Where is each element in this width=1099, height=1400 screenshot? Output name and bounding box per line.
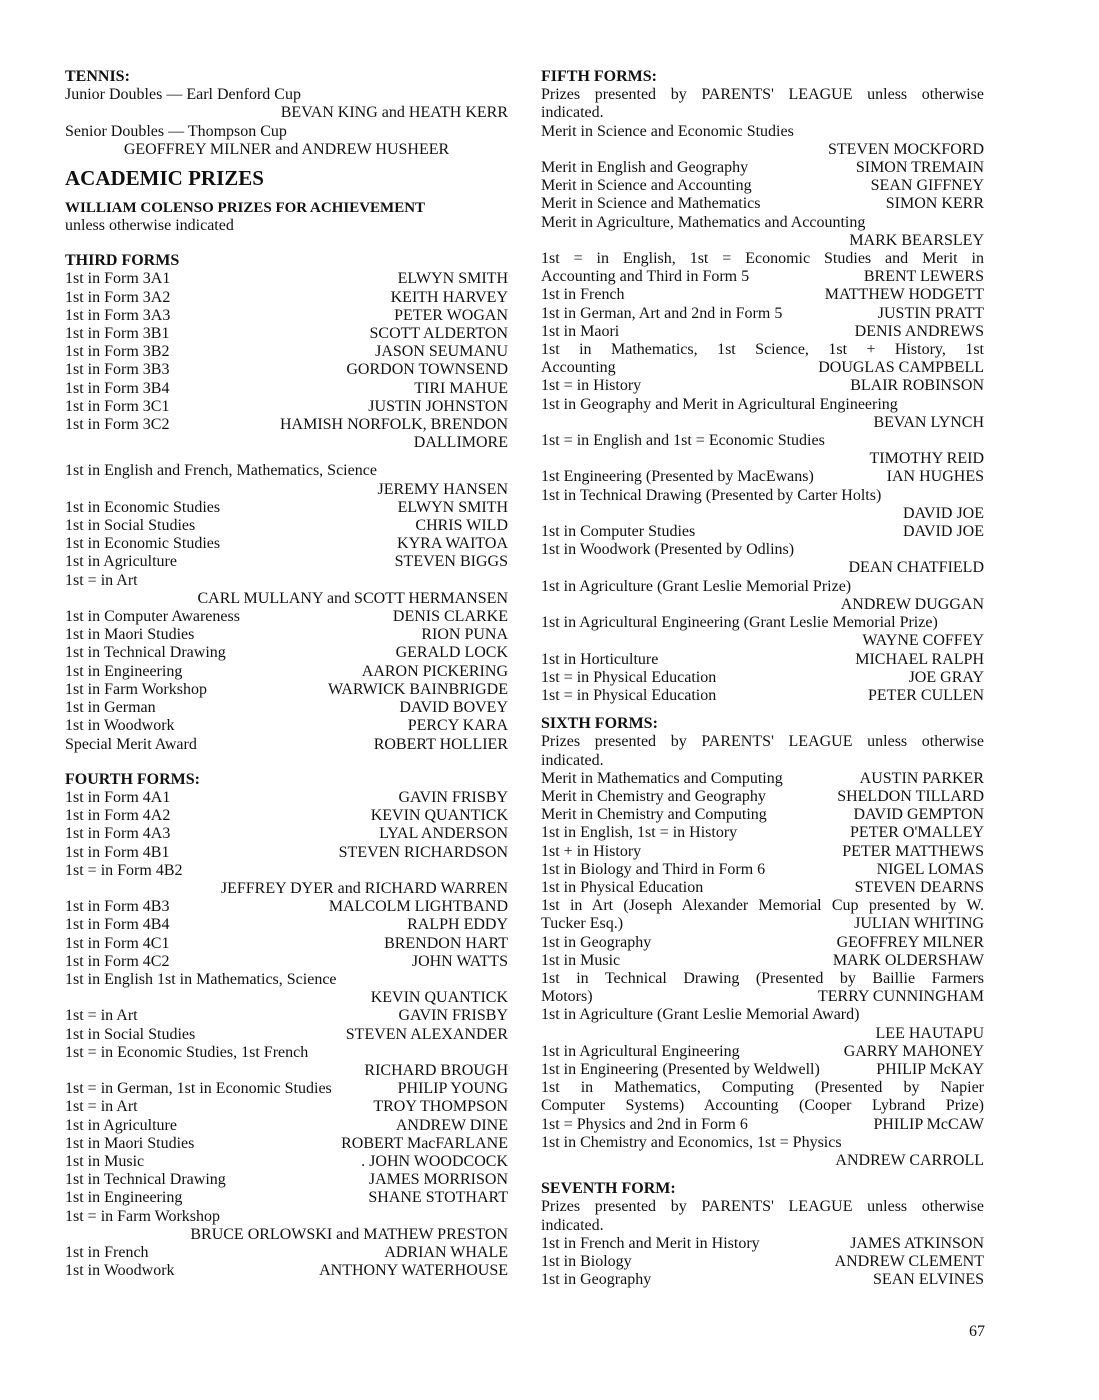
fifth-list-2 — [541, 286, 984, 341]
fifth-list-1 — [541, 159, 984, 214]
prize-winner: TIRI MAHUE — [414, 379, 508, 397]
prize-label: 1st in Agriculture — [65, 553, 177, 571]
sixth-physics-name: PHILIP McCAW — [873, 1115, 984, 1133]
prize-row — [65, 1244, 508, 1262]
prize-label: 1st in Economic Studies — [65, 498, 221, 516]
prize-winner: AARON PICKERING — [361, 662, 508, 680]
prize-row — [65, 361, 508, 379]
prize-winner: JOE GRAY — [908, 668, 984, 686]
prize-winner: WARWICK BAINBRIGDE — [328, 680, 508, 698]
prize-winner: PHILIP McKAY — [876, 1060, 984, 1078]
prize-winner: MARK OLDERSHAW — [832, 951, 984, 969]
prize-winner: ANDREW DINE — [395, 1116, 508, 1134]
prize-row — [65, 663, 508, 681]
sixth-intro: Prizes presented by PARENTS' LEAGUE unless otherwise indicated. — [541, 733, 984, 769]
prize-winner: SEAN GIFFNEY — [870, 177, 984, 195]
prize-row — [541, 687, 984, 705]
prize-label: 1st = in Physical Education — [541, 668, 717, 686]
prize-winner: AUSTIN PARKER — [859, 769, 984, 787]
prize-row — [65, 289, 508, 307]
sixth-art-line1: 1st in Art (Joseph Alexander Memorial Cup presented by W. — [541, 897, 984, 915]
prize-label: 1st in Form 3A1 — [65, 270, 171, 288]
fourth-econ-name: RICHARD BROUGH — [364, 1061, 508, 1079]
prize-winner: ELWYN SMITH — [397, 498, 508, 516]
tennis-junior-winners: BEVAN KING and HEATH KERR — [280, 104, 508, 122]
prize-row — [541, 651, 984, 669]
page-number: 67 — [969, 1323, 985, 1340]
prize-winner: KYRA WAITOA — [397, 535, 508, 553]
prize-label: 1st in Woodwork — [65, 1262, 175, 1280]
prize-winner: MALCOLM LIGHTBAND — [328, 898, 508, 916]
fifth-td-name: DAVID JOE — [902, 504, 984, 522]
prize-winner: SHANE STOTHART — [368, 1189, 508, 1207]
prize-winner: LYAL ANDERSON — [379, 825, 508, 843]
prize-winner: ANTHONY WATERHOUSE — [319, 1262, 508, 1280]
prize-row — [65, 644, 508, 662]
prize-winner: KEVIN QUANTICK — [370, 807, 508, 825]
prize-winner: JUSTIN JOHNSTON — [368, 397, 508, 415]
fifth-english-line2 — [541, 268, 984, 286]
prize-label: 1st in Agricultural Engineering — [541, 1042, 740, 1060]
prize-row — [65, 270, 508, 288]
prize-label: Merit in Chemistry and Geography — [541, 787, 766, 805]
prize-row — [541, 934, 984, 952]
fifth-wood-label: 1st in Woodwork (Presented by Odlins) — [541, 541, 795, 559]
right-column — [541, 68, 984, 1289]
prize-label: Merit in Science and Accounting — [541, 177, 752, 195]
prize-label: 1st = in German, 1st in Economic Studies — [65, 1080, 332, 1098]
prize-label: Merit in Chemistry and Computing — [541, 806, 767, 824]
sixth-chem-name: ANDREW CARROLL — [835, 1151, 984, 1169]
prize-label: 1st in Maori — [541, 322, 620, 340]
fifth-list-3 — [541, 651, 984, 706]
prize-label: 1st in Form 4A3 — [65, 825, 171, 843]
sixth-list-1 — [541, 770, 984, 897]
prize-label: Merit in English and Geography — [541, 159, 749, 177]
prize-winner: SHELDON TILLARD — [837, 787, 984, 805]
fifth-td-label: 1st in Technical Drawing (Presented by Carter Holts) — [541, 486, 882, 504]
fifth-agri-label: Merit in Agriculture, Mathematics and Accounting — [541, 213, 866, 231]
tennis-senior-winners: GEOFFREY MILNER and ANDREW HUSHEER — [123, 140, 450, 158]
fifth-wood-name: DEAN CHATFIELD — [848, 559, 984, 577]
sixth-physics-label: 1st = Physics and 2nd in Form 6 — [541, 1115, 748, 1133]
prize-label: 1st in Form 3C1 — [65, 397, 170, 415]
prize-row — [65, 699, 508, 717]
prize-label: 1st in Engineering — [65, 662, 183, 680]
prize-winner: ELWYN SMITH — [397, 270, 508, 288]
prize-row — [541, 770, 984, 788]
prize-winner: JAMES MORRISON — [368, 1171, 508, 1189]
prize-row — [65, 844, 508, 862]
third-forms-row-cont: DALLIMORE — [413, 434, 508, 452]
prize-winner: SIMON KERR — [885, 195, 984, 213]
third-subjects-line1: 1st in English and French, Mathematics, Science — [65, 462, 377, 480]
prize-winner: GARRY MAHONEY — [843, 1042, 984, 1060]
prize-winner: SIMON TREMAIN — [855, 159, 984, 177]
prize-winner: . JOHN WOODCOCK — [361, 1152, 508, 1170]
prize-row — [65, 608, 508, 626]
prize-label: 1st in Economic Studies — [65, 535, 221, 553]
prize-label: 1st in Form 4A1 — [65, 788, 171, 806]
sixth-td-line2 — [541, 988, 984, 1006]
prize-label: 1st in Maori Studies — [65, 1134, 195, 1152]
prize-label: 1st in Farm Workshop — [65, 680, 207, 698]
prize-label: 1st = in Art — [65, 1007, 138, 1025]
fifth-english-line2-label: Accounting and Third in Form 5 — [541, 268, 750, 286]
fifth-agri2-label: 1st in Agriculture (Grant Leslie Memorial Prize) — [541, 577, 852, 595]
prize-winner: PERCY KARA — [407, 717, 508, 735]
prize-winner: ROBERT MacFARLANE — [341, 1134, 508, 1152]
prize-label: 1st in French — [541, 286, 625, 304]
prize-row — [541, 788, 984, 806]
prize-row — [65, 1080, 508, 1098]
prize-row — [541, 286, 984, 304]
prize-winner: STEVEN BIGGS — [394, 553, 508, 571]
prize-label: 1st in Maori Studies — [65, 626, 195, 644]
prize-winner: CHRIS WILD — [415, 517, 508, 535]
prize-row — [65, 916, 508, 934]
prize-row — [65, 380, 508, 398]
prize-row — [541, 1061, 984, 1079]
fifth-cs-name: DAVID JOE — [902, 523, 984, 541]
fourth-4b2-label: 1st = in Form 4B2 — [65, 861, 183, 879]
prize-label: 1st in Biology and Third in Form 6 — [541, 860, 766, 878]
left-column — [65, 68, 508, 1280]
prize-label: 1st in Form 4B4 — [65, 916, 170, 934]
prize-label: 1st + in History — [541, 842, 642, 860]
fourth-econ-label: 1st = in Economic Studies, 1st French — [65, 1043, 309, 1061]
fourth-farm-label: 1st = in Farm Workshop — [65, 1207, 220, 1225]
prize-row — [65, 1007, 508, 1025]
fifth-engineering-label: 1st Engineering (Presented by MacEwans) — [541, 468, 814, 486]
prize-row — [65, 1171, 508, 1189]
prize-winner: BRENDON HART — [384, 934, 508, 952]
prize-label: 1st in Engineering — [65, 1189, 183, 1207]
prize-winner: MATTHEW HODGETT — [824, 286, 984, 304]
prize-winner: JASON SEUMANU — [375, 343, 508, 361]
prize-row — [541, 159, 984, 177]
prize-row — [65, 343, 508, 361]
prize-winner: DAVID BOVEY — [399, 699, 508, 717]
prize-row — [65, 1262, 508, 1280]
prize-label: 1st in Form 4C1 — [65, 934, 170, 952]
prize-winner: SEAN ELVINES — [873, 1271, 984, 1289]
prize-row — [541, 177, 984, 195]
prize-winner: GAVIN FRISBY — [398, 788, 508, 806]
prize-row — [65, 626, 508, 644]
prize-label: 1st in Form 4B3 — [65, 898, 170, 916]
fifth-forms-heading: FIFTH FORMS: — [541, 68, 657, 85]
prize-label: 1st in Agriculture — [65, 1116, 177, 1134]
third-subjects-list-2 — [65, 608, 508, 754]
prize-winner: PETER WOGAN — [394, 306, 508, 324]
prize-row — [65, 499, 508, 517]
prize-label: 1st in Geography — [541, 933, 652, 951]
seventh-intro: Prizes presented by PARENTS' LEAGUE unless otherwise indicated. — [541, 1198, 984, 1234]
sixth-td-line2-name: TERRY CUNNINGHAM — [817, 988, 984, 1006]
prize-row — [541, 669, 984, 687]
fifth-cs-label: 1st in Computer Studies — [541, 523, 696, 541]
prize-row — [541, 861, 984, 879]
prize-row — [65, 1026, 508, 1044]
fifth-intro: Prizes presented by PARENTS' LEAGUE unless otherwise indicated. — [541, 86, 984, 122]
sixth-physics-row — [541, 1116, 984, 1134]
prize-label: 1st in Form 3A2 — [65, 288, 171, 306]
prize-winner: ADRIAN WHALE — [384, 1243, 508, 1261]
fourth-list-3 — [65, 1007, 508, 1043]
sixth-list-3 — [541, 1043, 984, 1079]
fifth-history-row — [541, 377, 984, 395]
prize-label: 1st in Form 4B1 — [65, 843, 170, 861]
prize-winner: NIGEL LOMAS — [876, 860, 984, 878]
prize-row — [65, 1098, 508, 1116]
prize-row — [541, 843, 984, 861]
prize-label: 1st in Engineering (Presented by Weldwell) — [541, 1060, 820, 1078]
prize-row — [541, 1253, 984, 1271]
prize-row — [541, 952, 984, 970]
sixth-td-line2-label: Motors) — [541, 988, 593, 1006]
prize-winner: STEVEN ALEXANDER — [345, 1025, 508, 1043]
prize-row — [541, 305, 984, 323]
prize-label: 1st in Form 3B2 — [65, 343, 170, 361]
prize-label: 1st in Form 4A2 — [65, 807, 171, 825]
prize-winner: RALPH EDDY — [407, 916, 508, 934]
tennis-junior-label: Junior Doubles — Earl Denford Cup — [65, 86, 301, 104]
prize-label: 1st in Form 3B4 — [65, 379, 170, 397]
prize-winner: RION PUNA — [421, 626, 508, 644]
sixth-agri-name: LEE HAUTAPU — [875, 1024, 984, 1042]
sixth-forms-heading: SIXTH FORMS: — [541, 715, 658, 733]
prize-winner: PETER MATTHEWS — [842, 842, 984, 860]
sixth-math-line2: Computer Systems) Accounting (Cooper Lybrand Prize) — [541, 1097, 984, 1115]
prize-winner: JAMES ATKINSON — [850, 1234, 984, 1252]
prize-winner: JOHN WATTS — [411, 952, 508, 970]
third-art-names: CARL MULLANY and SCOTT HERMANSEN — [197, 589, 508, 607]
prize-row — [65, 1153, 508, 1171]
prize-label: 1st in French — [65, 1243, 149, 1261]
fourth-forms-list — [65, 789, 508, 862]
third-forms-heading: THIRD FORMS — [65, 252, 180, 270]
prize-label: 1st in Technical Drawing — [65, 1171, 226, 1189]
fourth-forms-list-2 — [65, 898, 508, 971]
prize-label: 1st in German, Art and 2nd in Form 5 — [541, 304, 783, 322]
prize-row — [65, 736, 508, 754]
seventh-list — [541, 1235, 984, 1290]
prize-winner: GAVIN FRISBY — [398, 1007, 508, 1025]
prize-row — [65, 807, 508, 825]
fourth-english-name: KEVIN QUANTICK — [370, 989, 508, 1007]
prize-winner: ROBERT HOLLIER — [373, 735, 508, 753]
fifth-eng2-label: 1st = in English and 1st = Economic Studies — [541, 432, 825, 450]
prize-winner: PHILIP YOUNG — [397, 1080, 508, 1098]
prize-row — [541, 195, 984, 213]
prize-label: Merit in Science and Mathematics — [541, 195, 761, 213]
prize-winner: PETER O'MALLEY — [850, 824, 984, 842]
fifth-math-line2-label: Accounting — [541, 359, 616, 377]
fifth-english-line1: 1st = in English, 1st = Economic Studies and Merit in — [541, 250, 984, 268]
prize-row — [541, 323, 984, 341]
prize-row — [65, 307, 508, 325]
fifth-agri-name: MARK BEARSLEY — [849, 231, 984, 249]
prize-label: 1st in Technical Drawing — [65, 644, 226, 662]
prize-row — [541, 1271, 984, 1289]
prize-winner: KEITH HARVEY — [390, 288, 508, 306]
prize-label: 1st = in Art — [65, 1098, 138, 1116]
fourth-farm-names: BRUCE ORLOWSKI and MATHEW PRESTON — [190, 1225, 508, 1243]
fifth-history-label: 1st = in History — [541, 377, 642, 395]
prize-row — [65, 398, 508, 416]
prize-winner: ANDREW CLEMENT — [834, 1253, 984, 1270]
prize-label: 1st in Music — [541, 951, 621, 969]
fourth-forms-heading: FOURTH FORMS: — [65, 770, 200, 788]
prize-row — [541, 1235, 984, 1253]
sixth-td-line1: 1st in Technical Drawing (Presented by Baillie Farmers — [541, 969, 984, 987]
prize-label: 1st in Social Studies — [65, 1025, 196, 1043]
prize-label: 1st in Biology — [541, 1253, 632, 1270]
prize-label: Special Merit Award — [65, 735, 197, 753]
fifth-engineering-name: IAN HUGHES — [886, 468, 984, 486]
prize-label: 1st in German — [65, 699, 156, 717]
seventh-form-heading: SEVENTH FORM: — [541, 1180, 676, 1198]
fifth-history-name: BLAIR ROBINSON — [850, 377, 984, 395]
prize-label: 1st in Music — [65, 1152, 145, 1170]
third-art-label: 1st = in Art — [65, 571, 138, 589]
fourth-english-label: 1st in English 1st in Mathematics, Science — [65, 970, 337, 988]
prize-row — [65, 416, 508, 434]
prize-row — [65, 953, 508, 971]
tennis-senior-label: Senior Doubles — Thompson Cup — [65, 122, 287, 140]
sixth-art-line2-label: Tucker Esq.) — [541, 915, 624, 933]
prize-winner: STEVEN RICHARDSON — [338, 843, 508, 861]
prize-row — [65, 789, 508, 807]
sixth-math-line1: 1st in Mathematics, Computing (Presented by Napier — [541, 1079, 984, 1097]
fifth-engineering-row — [541, 468, 984, 486]
fourth-list-5 — [65, 1244, 508, 1280]
prize-winner: JUSTIN PRATT — [877, 304, 984, 322]
fourth-4b2-names: JEFFREY DYER and RICHARD WARREN — [220, 879, 508, 897]
prize-winner: DENIS ANDREWS — [854, 322, 984, 340]
fifth-agreng-name: WAYNE COFFEY — [862, 632, 984, 650]
sixth-art-line2-name: JULIAN WHITING — [854, 915, 984, 933]
prize-label: 1st in Form 3B3 — [65, 361, 170, 379]
prize-row — [65, 935, 508, 953]
prize-winner: GORDON TOWNSEND — [346, 361, 508, 379]
sixth-list-2 — [541, 934, 984, 970]
prize-row — [65, 1189, 508, 1207]
third-subjects-list — [65, 499, 508, 572]
prize-row — [541, 806, 984, 824]
prize-winner: GEOFFREY MILNER — [836, 933, 984, 951]
prize-label: 1st in Geography — [541, 1271, 652, 1289]
tennis-heading: TENNIS: — [65, 68, 130, 85]
prize-label: 1st in English, 1st = in History — [541, 824, 738, 842]
prize-winner: STEVEN DEARNS — [854, 878, 984, 896]
prize-label: 1st in Physical Education — [541, 878, 704, 896]
prize-row — [65, 535, 508, 553]
fifth-geo-name: BEVAN LYNCH — [873, 413, 984, 431]
prize-winner: SCOTT ALDERTON — [369, 325, 508, 343]
prize-label: 1st in Form 3B1 — [65, 325, 170, 343]
prize-row — [65, 898, 508, 916]
sixth-agri-label: 1st in Agriculture (Grant Leslie Memorial Award) — [541, 1006, 860, 1024]
prize-row — [65, 517, 508, 535]
prize-winner: MICHAEL RALPH — [855, 650, 984, 668]
prize-row — [541, 879, 984, 897]
fifth-merit1-label: Merit in Science and Economic Studies — [541, 122, 794, 140]
prize-winner: DENIS CLARKE — [392, 608, 508, 626]
fifth-math-line2 — [541, 359, 984, 377]
prize-row — [541, 1043, 984, 1061]
prize-row — [65, 717, 508, 735]
colenso-note: unless otherwise indicated — [65, 217, 234, 235]
sixth-chem-label: 1st in Chemistry and Economics, 1st = Physics — [541, 1133, 842, 1151]
fifth-agri2-name: ANDREW DUGGAN — [840, 595, 984, 613]
fifth-math-line1: 1st in Mathematics, 1st Science, 1st + History, 1st — [541, 341, 984, 359]
third-forms-list — [65, 270, 508, 434]
prize-label: 1st in Woodwork — [65, 717, 175, 735]
prize-row — [65, 1117, 508, 1135]
prize-row — [65, 553, 508, 571]
fifth-merit1-name: STEVEN MOCKFORD — [827, 140, 984, 158]
fifth-geo-label: 1st in Geography and Merit in Agricultural Engineering — [541, 395, 898, 413]
third-subjects-line1-name: JEREMY HANSEN — [377, 480, 508, 498]
prize-label: 1st in Form 3C2 — [65, 416, 170, 434]
prize-label: 1st in Computer Awareness — [65, 608, 240, 626]
prize-row — [65, 1135, 508, 1153]
prize-winner: DAVID GEMPTON — [853, 806, 984, 824]
prize-label: Merit in Mathematics and Computing — [541, 769, 783, 787]
prize-row — [65, 325, 508, 343]
fifth-agreng-label: 1st in Agricultural Engineering (Grant Leslie Memorial Prize) — [541, 614, 938, 632]
prize-winner: PETER CULLEN — [868, 686, 984, 704]
fourth-list-4 — [65, 1080, 508, 1207]
prize-winner: TROY THOMPSON — [373, 1098, 508, 1116]
prize-winner: HAMISH NORFOLK, BRENDON — [279, 416, 508, 434]
prize-winner: GERALD LOCK — [395, 644, 508, 662]
prize-label: 1st in Form 4C2 — [65, 952, 170, 970]
fifth-eng2-name: TIMOTHY REID — [869, 450, 984, 468]
colenso-heading: WILLIAM COLENSO PRIZES FOR ACHIEVEMENT — [65, 200, 426, 217]
fifth-cs-row — [541, 523, 984, 541]
prize-row — [541, 824, 984, 842]
fifth-english-line2-name: BRENT LEWERS — [863, 268, 984, 286]
prize-label: 1st in Horticulture — [541, 650, 659, 668]
prize-row — [65, 825, 508, 843]
sixth-art-line2 — [541, 915, 984, 933]
prize-label: 1st in Social Studies — [65, 517, 196, 535]
academic-prizes-heading: ACADEMIC PRIZES — [65, 166, 264, 191]
prize-label: 1st in French and Merit in History — [541, 1234, 760, 1252]
prize-label: 1st = in Physical Education — [541, 686, 717, 704]
prize-label: 1st in Form 3A3 — [65, 306, 171, 324]
fifth-math-line2-name: DOUGLAS CAMPBELL — [818, 359, 984, 377]
prize-row — [65, 681, 508, 699]
